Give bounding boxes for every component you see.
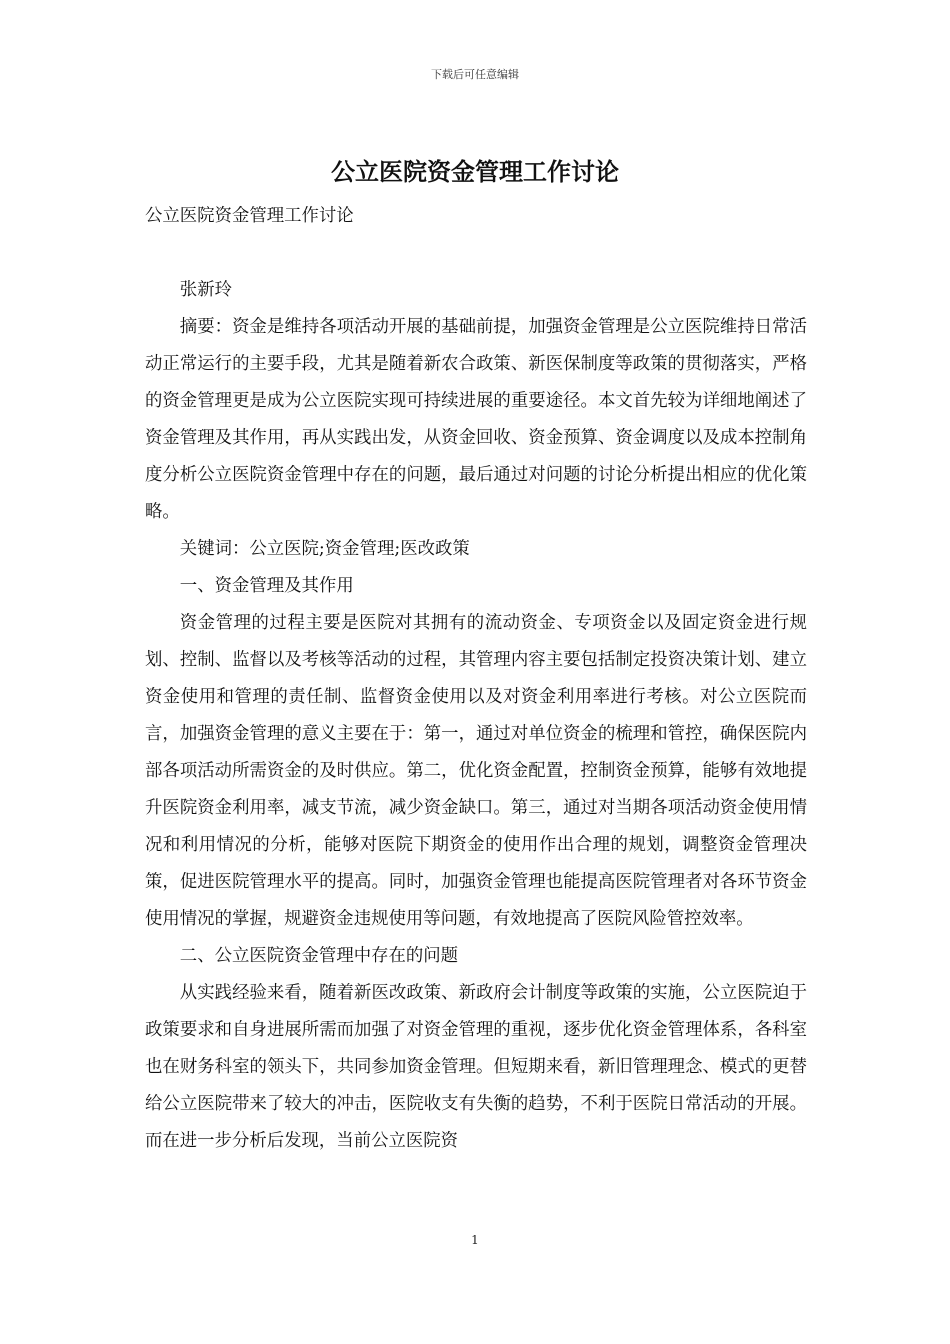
page-number: 1 (471, 1233, 479, 1247)
author: 张新玲 (179, 280, 232, 300)
document-body (145, 198, 807, 1160)
blank-line (145, 235, 807, 272)
section-2-paragraph: 从实践经验来看，随着新医改政策、新政府会计制度等政策的实施，公立医院迫于政策要求和自身进展所需而加强了对资金管理的重视，逐步优化资金管理体系，各科室也在财务科室的领头下，共同参加资金管理。但短期来看，新旧管理理念、模式的更替给公立医院带来了较大的冲击，医院收支有失衡的趋势，不利于医院日常活动的开展。而在进一步分析后发现，当前公立医院资 (145, 983, 807, 1151)
section-heading-1: 一、资金管理及其作用 (179, 576, 354, 596)
subtitle: 公立医院资金管理工作讨论 (145, 206, 354, 226)
header-note: 下载后可任意编辑 (431, 68, 519, 81)
document-title: 公立医院资金管理工作讨论 (331, 157, 619, 186)
abstract-paragraph: 摘要：资金是维持各项活动开展的基础前提，加强资金管理是公立医院维持日常活动正常运行的主要手段，尤其是随着新农合政策、新医保制度等政策的贯彻落实，严格的资金管理更是成为公立医院实现可持续进展的重要途径。本文首先较为详细地阐述了资金管理及其作用，再从实践出发，从资金回收、资金预算、资金调度以及成本控制角度分析公立医院资金管理中存在的问题，最后通过对问题的讨论分析提出相应的优化策略。 (145, 317, 807, 522)
keywords: 关键词：公立医院;资金管理;医改政策 (179, 539, 470, 559)
section-1-paragraph: 资金管理的过程主要是医院对其拥有的流动资金、专项资金以及固定资金进行规划、控制、监督以及考核等活动的过程，其管理内容主要包括制定投资决策计划、建立资金使用和管理的责任制、监督资金使用以及对资金利用率进行考核。对公立医院而言，加强资金管理的意义主要在于：第一，通过对单位资金的梳理和管控，确保医院内部各项活动所需资金的及时供应。第二，优化资金配置，控制资金预算，能够有效地提升医院资金利用率，减支节流，减少资金缺口。第三，通过对当期各项活动资金使用情况和利用情况的分析，能够对医院下期资金的使用作出合理的规划，调整资金管理决策，促进医院管理水平的提高。同时，加强资金管理也能提高医院管理者对各环节资金使用情况的掌握，规避资金违规使用等问题，有效地提高了医院风险管控效率。 (145, 613, 807, 929)
section-heading-2: 二、公立医院资金管理中存在的问题 (179, 946, 459, 966)
